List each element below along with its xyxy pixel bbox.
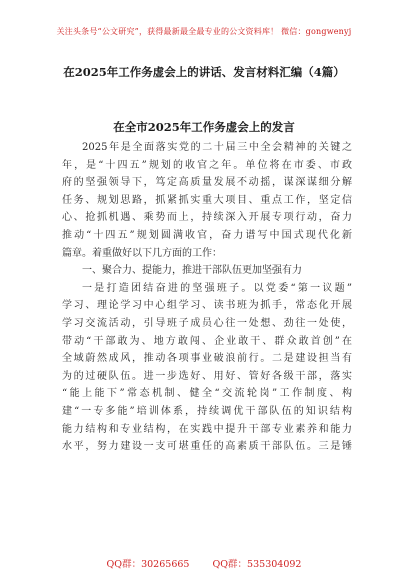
paragraph-line: 篇章。着重做好以下几方面的工作：	[62, 247, 222, 259]
footer-contacts	[0, 556, 408, 570]
body-text	[62, 139, 352, 456]
paragraph-line: 学习交流活动，引导班子成员心往一处想、劲往一处使，	[62, 317, 352, 329]
paragraph-line: 全域蔚然成风，推动各项事业破浪前行。二是建设担当有	[62, 353, 352, 365]
section-title: 在全市2025年工作务虚会上的发言	[113, 120, 295, 134]
paragraph-line: “能上能下”常态机制、健全“交流轮岗”工作制度、构	[62, 388, 352, 400]
paragraph-line: 水平，努力建设一支可堪重任的高素质干部队伍。三是锤	[62, 441, 352, 453]
paragraph-line: 学习、理论学习中心组学习、读书班为抓手，常态化开展	[62, 300, 352, 312]
document-title: 在2025年工作务虚会上的讲话、发言材料汇编（4篇）	[63, 65, 345, 79]
paragraph-line: 能力结构和专业结构，在实践中提升干部专业素养和能力	[62, 423, 352, 435]
paragraph-line: 府的坚强领导下，笃定高质量发展不动摇，谋深谋细分解	[62, 177, 352, 189]
paragraph-line: 任务、规划思路，抓紧抓实重大项目、重点工作，坚定信	[62, 194, 352, 206]
footer-qq-group-1: QQ群：30265665	[106, 559, 190, 570]
paragraph-line: 推动“十四五”规划圆满收官，奋力谱写中国式现代化新	[62, 229, 352, 241]
paragraph-line: 一是打造团结奋进的坚强班子。以党委“第一议题”	[82, 282, 352, 294]
paragraph-line: 建“一专多能”培训体系，持续调优干部队伍的知识结构	[62, 405, 352, 417]
paragraph-line: 心、抢抓机遇、乘势而上，持续深入开展专项行动，奋力	[62, 212, 352, 224]
header-banner: 关注头条号“公文研究”，获得最新最全最专业的公文资料库！ 微信：gongwenyj	[56, 27, 352, 36]
paragraph-line: 为的过硬队伍。进一步选好、用好、管好各级干部，落实	[62, 370, 352, 382]
heading-line: 一、聚合力、提能力，推进干部队伍更加坚强有力	[82, 265, 302, 277]
paragraph-line: 带动“干部敢为、地方敢闯、企业敢干、群众敢首创”在	[62, 335, 352, 347]
paragraph-line: 年，是“十四五”规划的收官之年。单位将在市委、市政	[62, 159, 352, 171]
footer-qq-group-2: QQ群：535304092	[212, 559, 302, 570]
paragraph-line: 2025年是全面落实党的二十届三中全会精神的关键之	[82, 142, 352, 153]
